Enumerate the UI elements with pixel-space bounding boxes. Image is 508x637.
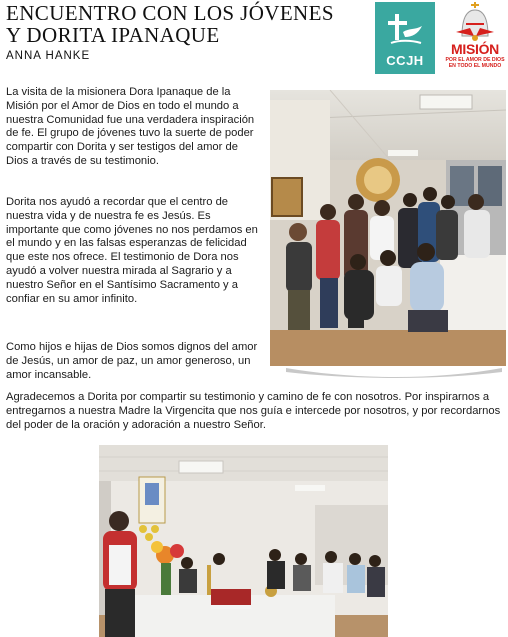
article-paragraph-1: La visita de la misionera Dora Ipanaque de la Misión por el Amor de Dios en todo el mundo a nuestra Comunidad fue una verdadera inspiración de fe. El grupo de jóvenes tuvo la suerte de poder compartir con Dorita y ser testigos del amor de Dios a través de su testimonio. — [6, 86, 255, 167]
cross-dove-icon — [385, 10, 425, 48]
author-name: ANNA HANKE — [6, 50, 91, 62]
mision-logo-subtitle: POR EL AMOR DE DIOS EN TODO EL MUNDO — [445, 57, 505, 69]
article-title: ENCUENTRO CON LOS JÓVENES Y DORITA IPANAQUE — [6, 1, 334, 47]
article-paragraph-4: Agradecemos a Dorita por compartir su testimonio y camino de fe con nosotros. Por inspirarnos a entregarnos a nuestra Madre la Virgencita que nos guía e intercede por nosotros, y por recordarnos del poder de la oración y adoración a nuestro Señor. — [6, 391, 501, 431]
article-paragraph-3: Como hijos e hijas de Dios somos dignos del amor de Jesús, un amor de paz, un amor generoso, un amor incansable. — [6, 341, 258, 381]
ccjh-logo — [375, 2, 435, 74]
group-photo — [270, 90, 506, 366]
photo-shadow — [286, 366, 502, 380]
meeting-photo — [99, 445, 388, 637]
mision-logo — [444, 2, 506, 78]
article-paragraph-2: Dorita nos ayudó a recordar que el centro de nuestra vida y de nuestra fe es Jesús. Es importante que como jóvenes no nos perdamos en el mundo y en las falsas esperanzas de felicidad que este nos ofrece. El testimonio de Dora nos ayudó a volver nuestra mirada al Sagrario y a nuestro Señor en el Santísimo Sacramento y a confiar en su amor infinito. — [6, 196, 258, 305]
mision-logo-title: MISIÓN — [451, 41, 499, 57]
ccjh-logo-text: CCJH — [386, 53, 424, 68]
bell-icon — [452, 2, 498, 42]
